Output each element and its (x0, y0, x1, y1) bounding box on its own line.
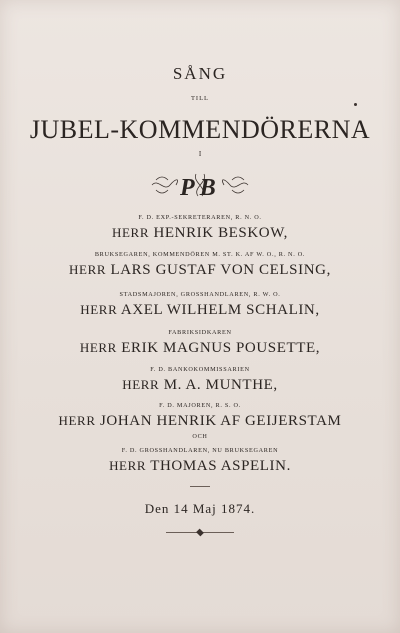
honoree-role: STADSMAJOREN, GROSSHANDLAREN, R. W. O. (119, 291, 281, 298)
honoree-name-text: THOMAS ASPELIN. (150, 458, 291, 474)
honoree-herr: HERR (69, 262, 107, 277)
honoree-herr: HERR (79, 340, 117, 355)
title-i: I (198, 150, 202, 158)
honoree-name-text: JOHAN HENRIK AF GEIJERSTAM (99, 413, 342, 429)
honoree-name-text: HENRIK BESKOW, (153, 225, 288, 241)
title-sang: SÅNG (172, 64, 228, 83)
honoree-name (0, 458, 400, 475)
honoree-role: F. D. GROSSHANDLAREN, NU BRUKSEGAREN (121, 447, 279, 454)
pb-monogram-icon (150, 168, 250, 202)
title-jubel-kommendorerna: JUBEL-KOMMENDÖRERNA (29, 115, 371, 144)
divider-short (190, 486, 210, 487)
honoree-role: F. D. MAJOREN, R. S. O. (159, 402, 241, 409)
honoree-herr: HERR (122, 377, 160, 392)
honoree-role: FABRIKSIDKAREN (168, 329, 232, 336)
honoree-herr: HERR (80, 302, 118, 317)
honoree-herr: HERR (58, 413, 96, 428)
monogram-letters: P B (180, 175, 216, 201)
honoree-name-text: ERIK MAGNUS POUSETTE, (121, 340, 321, 356)
honoree-role: BRUKSEGAREN, KOMMENDÖREN M. ST. K. AF W. O., R. N. O. (94, 251, 306, 258)
honoree-name (0, 302, 400, 319)
och-word: OCH (192, 433, 208, 440)
ink-speck (354, 103, 357, 106)
title-till: TILL (190, 95, 210, 102)
honoree-role: F. D. EXP.-SEKRETERAREN, R. N. O. (138, 214, 262, 221)
honoree-name (0, 262, 400, 279)
date-line: Den 14 Maj 1874. (144, 501, 256, 516)
honoree-name (0, 413, 400, 430)
honoree-name (0, 377, 400, 394)
honoree-role: F. D. BANKOKOMMISSARIEN (150, 366, 250, 373)
honoree-herr: HERR (109, 458, 147, 473)
honoree-herr: HERR (112, 225, 150, 240)
honoree-name (0, 225, 400, 242)
honoree-name-text: AXEL WILHELM SCHALIN, (120, 302, 320, 318)
honoree-name (0, 340, 400, 357)
honoree-name-text: LARS GUSTAF VON CELSING, (110, 262, 331, 278)
divider-diamond-icon (196, 529, 204, 537)
honoree-name-text: M. A. MUNTHE, (163, 377, 278, 393)
